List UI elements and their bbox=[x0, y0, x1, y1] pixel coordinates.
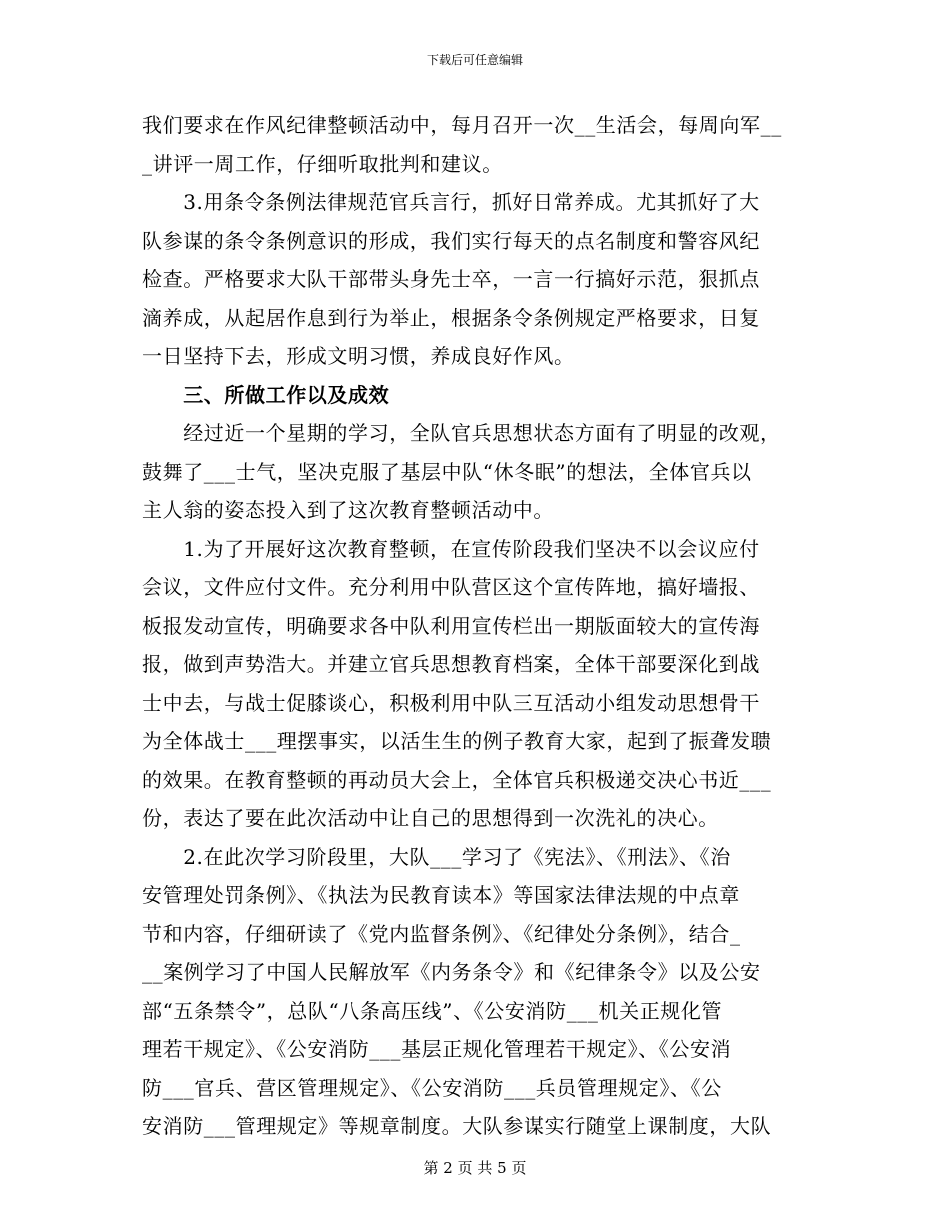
text-line: 检查。严格要求大队干部带头身先士卒，一言一行搞好示范，狠抓点 bbox=[142, 267, 760, 291]
text-line: 防___官兵、营区管理规定》、《公安消防___兵员管理规定》、《公 bbox=[142, 1075, 722, 1100]
text-line: 报，做到声势浩大。并建立官兵思想教育档案，全体干部要深化到战 bbox=[142, 652, 760, 676]
text-line: 滴养成，从起居作息到行为举止，根据条令条例规定严格要求，日复 bbox=[142, 305, 760, 330]
text-line: 一日坚持下去，形成文明习惯，养成良好作风。 bbox=[142, 344, 575, 368]
text-line: 为全体战士___理摆事实，以活生生的例子教育大家，起到了振聋发聩 bbox=[142, 729, 772, 753]
body-text bbox=[142, 106, 808, 1146]
text-line: 2.在此次学习阶段里，大队___学习了《宪法》、《刑法》、《治 bbox=[142, 844, 731, 869]
page-header: 下载后可任意编辑 bbox=[426, 53, 523, 67]
text-line: 鼓舞了___士气，坚决克服了基层中队“休冬眠”的想法，全体官兵以 bbox=[142, 459, 752, 484]
text-line: 主人翁的姿态投入到了这次教育整顿活动中。 bbox=[142, 498, 554, 522]
text-line: 队参谋的条令条例意识的形成，我们实行每天的点名制度和警容风纪 bbox=[142, 228, 760, 253]
text-line: 经过近一个星期的学习，全队官兵思想状态方面有了明显的改观， bbox=[142, 421, 781, 445]
section-heading: 三、所做工作以及成效 bbox=[142, 382, 390, 407]
text-line: 1.为了开展好这次教育整顿，在宣传阶段我们坚决不以会议应付 bbox=[142, 536, 760, 561]
text-line: 份，表达了要在此次活动中让自己的思想得到一次洗礼的决心。 bbox=[142, 806, 719, 830]
text-line: 的效果。在教育整顿的再动员大会上，全体官兵积极递交决心书近___ bbox=[142, 767, 772, 792]
text-line: 3.用条令条例法律规范官兵言行，抓好日常养成。尤其抓好了大 bbox=[142, 190, 760, 214]
text-line: __案例学习了中国人民解放军《内务条令》和《纪律条令》以及公安 bbox=[142, 960, 761, 984]
text-line: 安消防___管理规定》等规章制度。大队参谋实行随堂上课制度，大队 bbox=[142, 1114, 772, 1138]
text-line: 会议，文件应付文件。充分利用中队营区这个宣传阵地，搞好墙报、 bbox=[142, 575, 760, 599]
text-line: 我们要求在作风纪律整顿活动中，每月召开一次__生活会，每周向军__ bbox=[142, 113, 782, 137]
text-line: 节和内容，仔细研读了《党内监督条例》、《纪律处分条例》，结合_ bbox=[142, 921, 741, 946]
text-line: 士中去，与战士促膝谈心，积极利用中队三互活动小组发动思想骨干 bbox=[142, 690, 760, 715]
text-line: 理若干规定》、《公安消防___基层正规化管理若干规定》、《公安消 bbox=[142, 1037, 732, 1061]
page-footer: 第 2 页 共 5 页 bbox=[423, 1159, 527, 1177]
text-line: 部“五条禁令”，总队“八条高压线”、《公安消防___机关正规化管 bbox=[142, 998, 723, 1023]
text-line: 板报发动宣传，明确要求各中队利用宣传栏出一期版面较大的宣传海 bbox=[142, 613, 760, 638]
text-line: _讲评一周工作，仔细听取批判和建议。 bbox=[142, 151, 503, 176]
text-line: 安管理处罚条例》、《执法为民教育读本》等国家法律法规的中点章 bbox=[142, 883, 740, 907]
